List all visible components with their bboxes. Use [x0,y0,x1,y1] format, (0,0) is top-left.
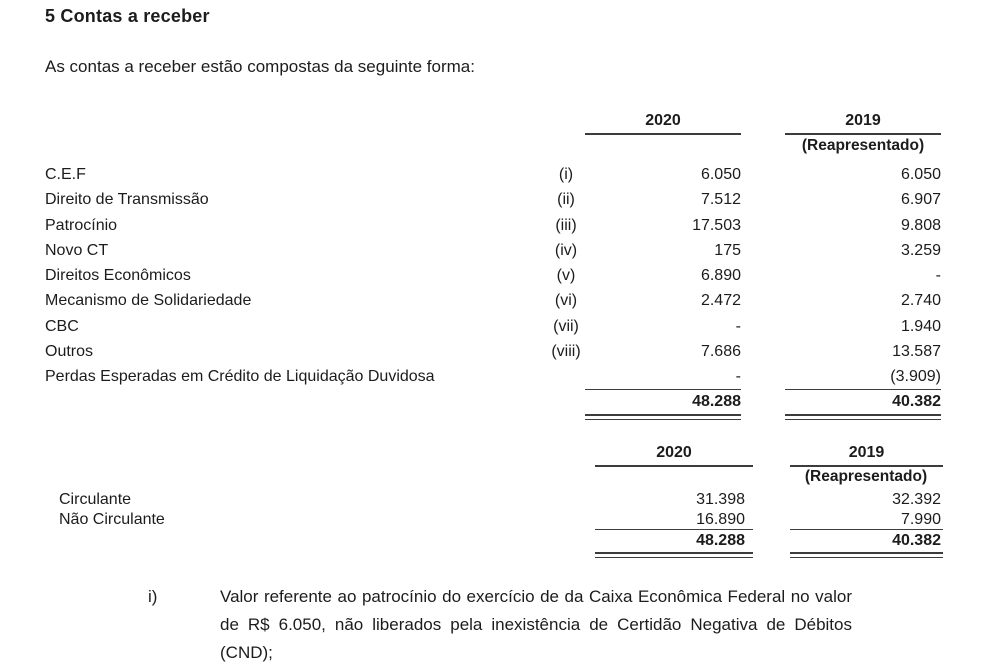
row-value-2020: - [585,364,741,389]
current-noncurrent-table-header [0,444,984,490]
row-value-2020: 16.890 [595,510,753,530]
current-noncurrent-table [0,444,984,560]
row-value-2020: 7.512 [700,191,741,209]
table-total-row [0,530,984,551]
row-value-2019: (3.909) [785,364,941,389]
double-rule-2020 [585,414,741,420]
double-rule-2019 [790,552,943,558]
receivables-table-header [0,112,984,162]
total-double-rule [0,551,984,560]
row-value-2020: 6.050 [700,166,741,183]
row-value-2020: 6.890 [700,267,741,285]
total-value-2019: 40.382 [892,532,941,549]
table-row-nao-circulante [0,510,984,530]
table-row-direitos-economicos [0,263,984,288]
total-value-2020: 48.288 [692,392,741,410]
row-value-2019: - [935,267,941,285]
row-label: Mecanismo de Solidariedade [45,292,252,310]
column-header-2020: 2020 [595,444,753,467]
table-row-mecanismo-solidariedade [0,288,984,313]
row-value-2019: 3.259 [900,241,941,259]
table-row-cbc [0,314,984,339]
table-row-circulante [0,490,984,510]
row-label: Outros [45,343,94,361]
column-header-2020: 2020 [585,112,741,135]
row-footnote-ref: (vii) [553,317,579,335]
table-row-perdas-esperadas [0,364,984,389]
table-total-row [0,390,984,413]
receivables-table [0,112,984,422]
row-value-2019: 13.587 [892,343,941,361]
row-value-2019: 2.740 [900,292,941,310]
total-double-rule [0,413,984,422]
row-footnote-ref: (iii) [555,216,577,234]
row-value-2020: 7.686 [700,343,741,361]
row-label: Circulante [59,491,132,508]
column-subheader-restated: (Reapresentado) [801,137,925,154]
row-footnote-ref: (vi) [554,292,578,310]
row-label: Direito de Transmissão [45,191,209,209]
row-value-2020: - [735,317,741,335]
row-value-2019: 9.808 [900,216,941,234]
column-subheader-restated: (Reapresentado) [804,468,928,485]
row-value-2020: 17.503 [692,216,741,234]
row-value-2019: 32.392 [892,491,941,508]
row-label: Perdas Esperadas em Crédito de Liquidação Duvidosa [45,368,435,386]
table-row-novo-ct [0,238,984,263]
row-value-2019: 7.990 [790,510,943,530]
row-label: Novo CT [45,241,109,259]
row-footnote-ref: (iv) [554,241,578,259]
row-label: CBC [45,317,79,335]
row-value-2020: 175 [714,241,741,259]
row-footnote-ref: (i) [558,166,574,183]
row-value-2020: 2.472 [700,292,741,310]
total-value-2020: 48.288 [696,532,745,549]
row-footnote-ref: (ii) [557,191,575,209]
intro-text: As contas a receber estão compostas da seguinte forma: [45,57,475,76]
column-header-2019: 2019 [790,444,943,467]
double-rule-2019 [785,414,941,420]
table-row-direito-transmissao [0,187,984,212]
table-row-patrocinio [0,213,984,238]
row-value-2019: 1.940 [900,317,941,335]
row-label: Não Circulante [59,511,165,528]
row-value-2019: 6.907 [900,191,941,209]
row-value-2020: 31.398 [696,491,745,508]
row-footnote-ref: (viii) [551,343,581,361]
double-rule-2020 [595,552,753,558]
footnote-marker: i) [148,587,158,606]
total-value-2019: 40.382 [892,392,941,410]
column-header-2019: 2019 [785,112,941,135]
footnote-text: Valor referente ao patrocínio do exercício de da Caixa Econômica Federal no valor de R$ 6.050, não liberados pela inexistência de Certidão Negativa de Débitos (CND); [220,587,852,662]
row-footnote-ref: (v) [556,267,576,285]
row-label: Direitos Econômicos [45,267,191,285]
section-title: 5 Contas a receber [45,6,210,26]
row-label: Patrocínio [45,216,118,234]
row-value-2019: 6.050 [900,166,941,183]
row-label: C.E.F [45,166,86,183]
table-row-cef [0,162,984,187]
table-row-outros [0,339,984,364]
